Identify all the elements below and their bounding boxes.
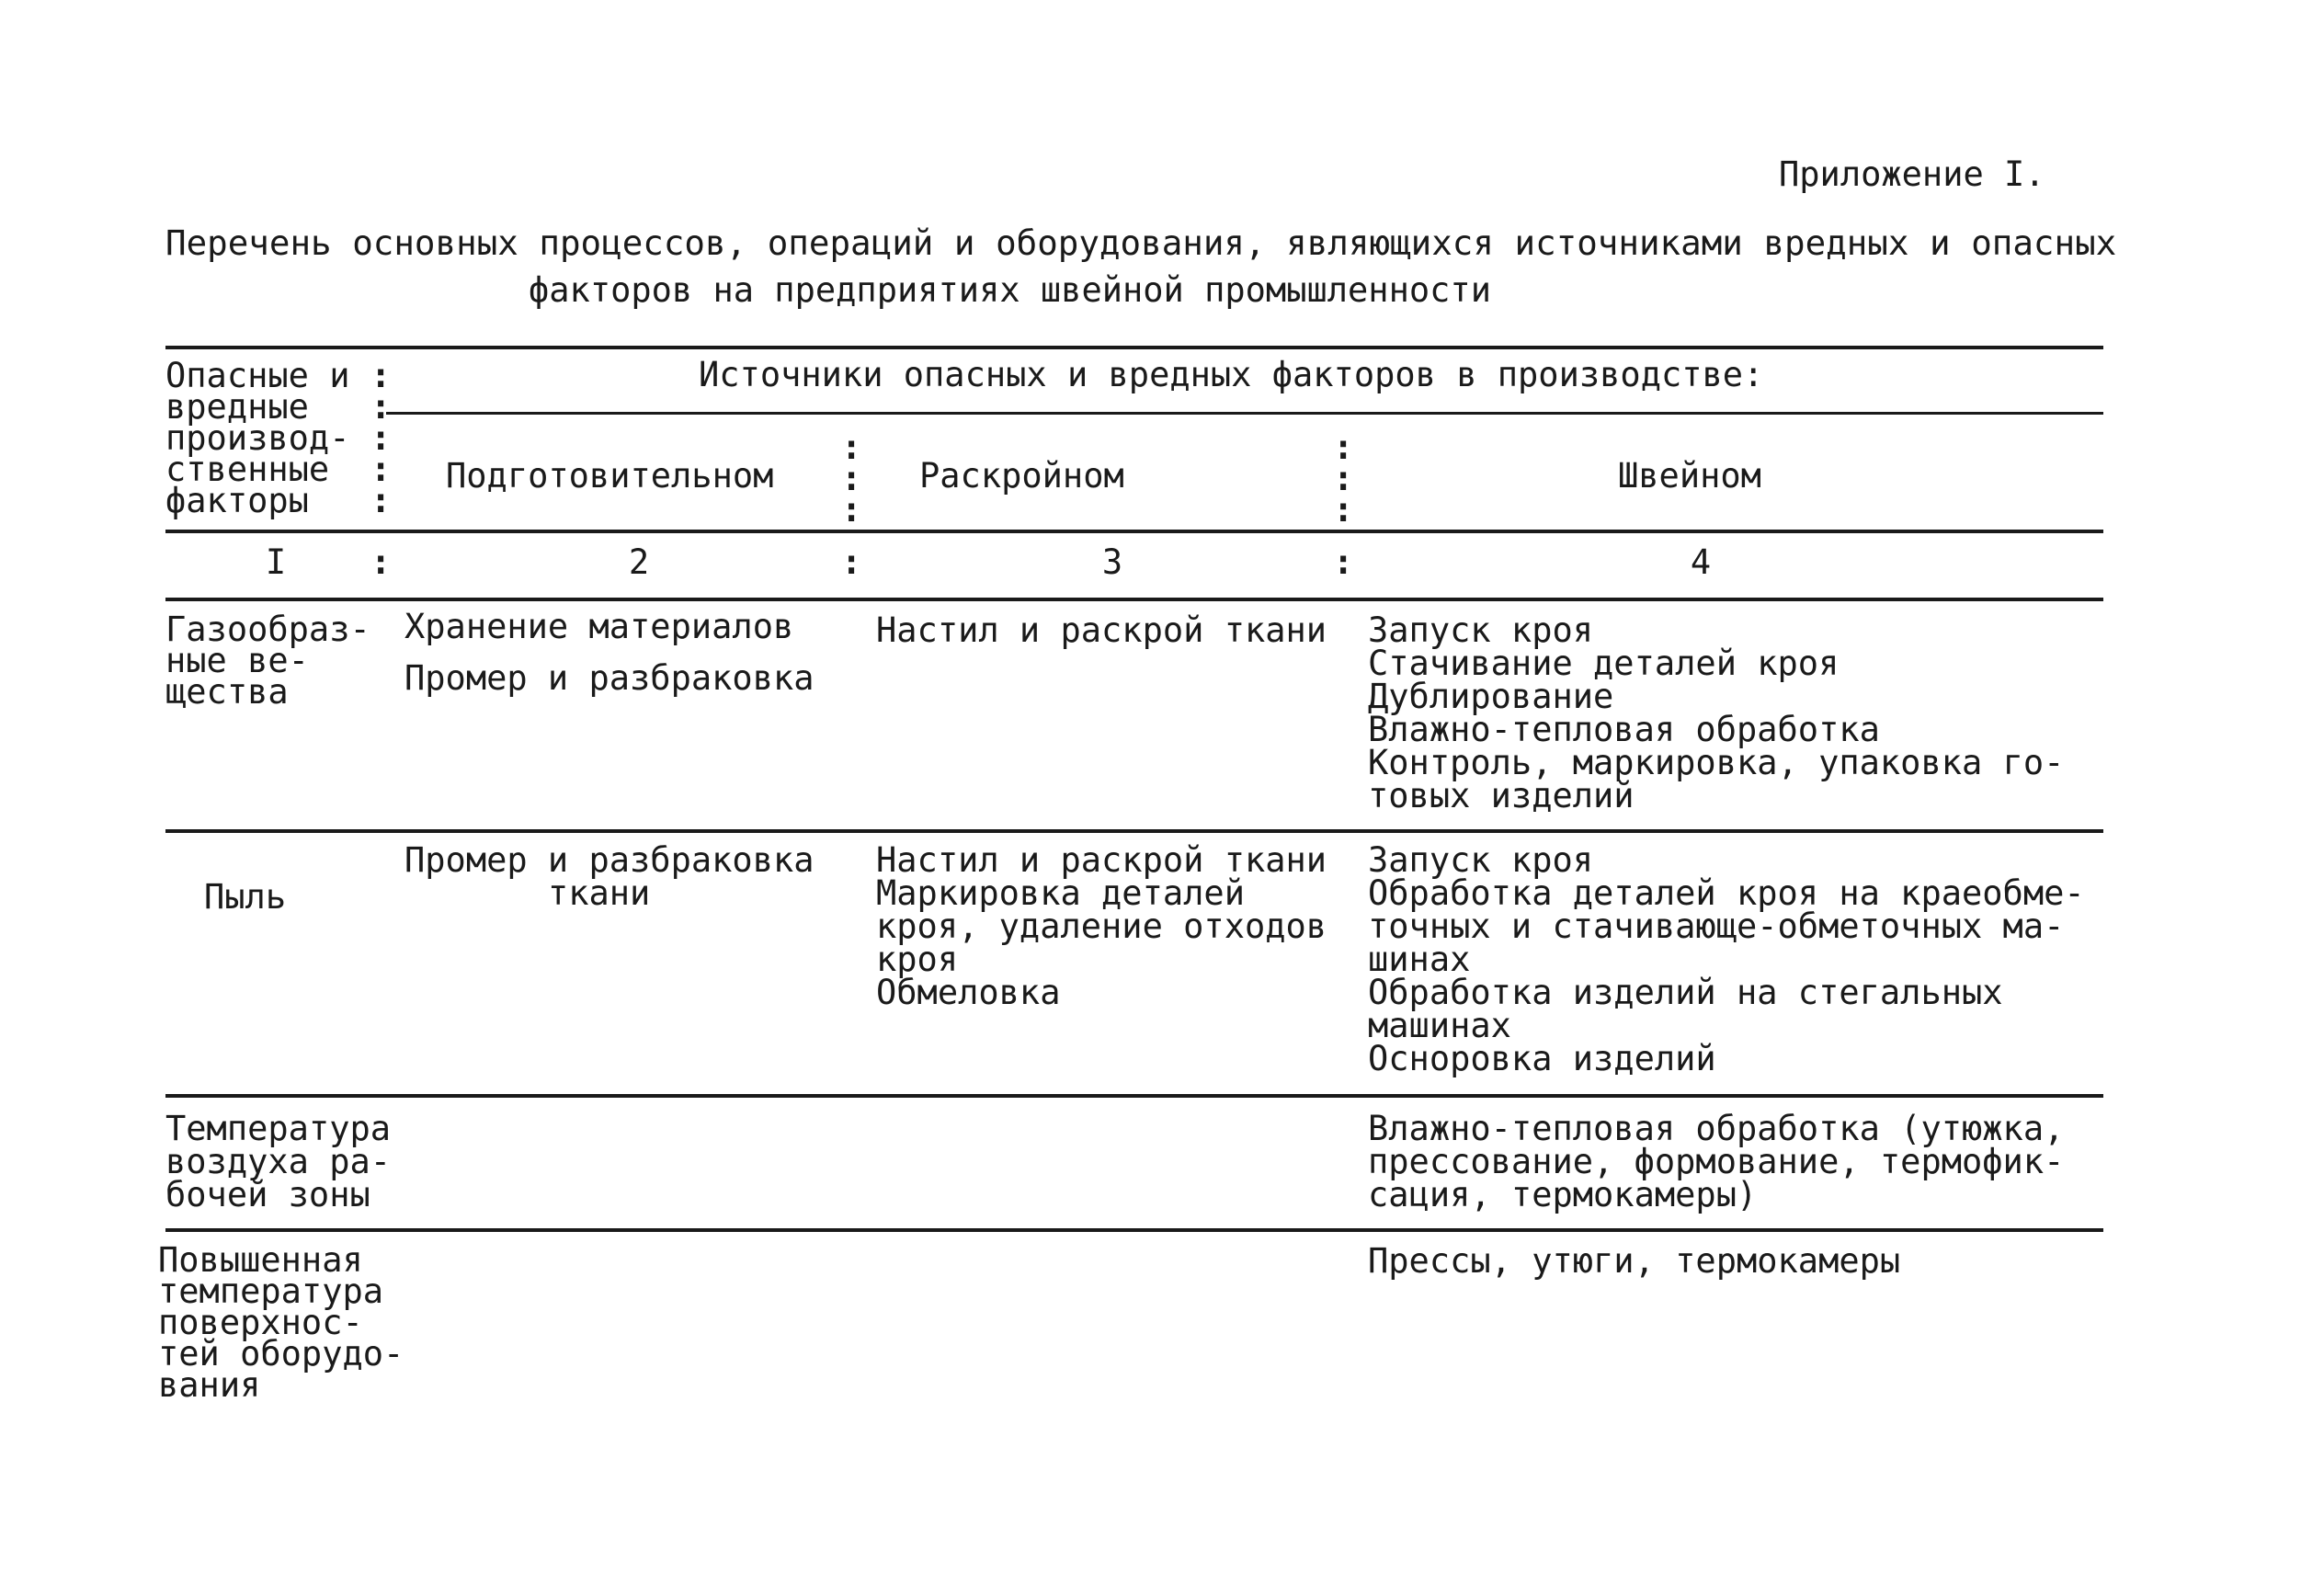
separator-colon-num-3: : [1333, 542, 1354, 582]
table-top-rule [165, 346, 2103, 349]
col-number-2: 2 [628, 542, 650, 582]
separator-colon-num-1: : [370, 542, 392, 582]
document-title-line2: факторов на предприятиях швейной промышленности [529, 270, 1491, 310]
document-title-line1: Перечень основных процессов, операций и оборудования, являющихся источниками вредных и опасных [165, 222, 2117, 263]
row-rule [165, 829, 2103, 833]
row-sewing: Прессы, утюги, термокамеры [1368, 1241, 1901, 1281]
row-preparatory: Промер и разбраковка ткани [404, 840, 814, 913]
header-col-preparatory: Подготовительном [446, 456, 774, 496]
row-preparatory: Хранение материалов Промер и разбраковка [404, 607, 814, 698]
row-sewing: Запуск кроя Стачивание деталей кроя Дублирование Влажно-тепловая обработка Контроль, маркировка, упаковка го- товых изделий [1368, 610, 2065, 815]
col-number-1: I [265, 542, 287, 582]
col-number-4: 4 [1690, 542, 1712, 582]
row-sewing: Влажно-тепловая обработка (утюжка, прессование, формование, термофик- сация, термокамеры) [1368, 1109, 2065, 1214]
row-factor: Повышенная температура поверхнос- тей оборудо- вания [158, 1240, 404, 1405]
numbers-bottom-rule [165, 598, 2103, 601]
separator-colons-3: : : : [1333, 428, 1354, 530]
separator-colons-2: : : : [841, 428, 862, 530]
row-rule [165, 1228, 2103, 1232]
col-number-3: 3 [1101, 542, 1123, 582]
header-factors-column: Опасные и вредные производ- ственные факторы [165, 356, 350, 520]
header-col-cutting: Раскройном [919, 456, 1124, 496]
row-cutting: Настил и раскрой ткани Маркировка деталей кроя, удаление отходов кроя Обмеловка [876, 840, 1327, 1012]
appendix-label: Приложение I. [1779, 154, 2045, 194]
separator-colons-1: : : : : : [370, 356, 392, 520]
row-factor: Пыль [204, 877, 287, 917]
row-cutting: Настил и раскрой ткани [876, 610, 1327, 650]
header-col-sewing: Швейном [1618, 456, 1761, 496]
row-factor: Газообраз- ные ве- щества [165, 610, 370, 712]
separator-colon-num-2: : [841, 542, 862, 582]
header-sub-rule [386, 412, 2103, 415]
row-rule [165, 1094, 2103, 1098]
header-bottom-rule [165, 530, 2103, 533]
row-factor: Температура воздуха ра- бочей зоны [165, 1109, 392, 1214]
row-sewing: Запуск кроя Обработка деталей кроя на краеобме- точных и стачивающе-обметочных ма- шинах Обработка изделий на стегальных машинах Осноровка изделий [1368, 840, 2085, 1078]
header-sources-title: Источники опасных и вредных факторов в производстве: [699, 355, 1764, 394]
